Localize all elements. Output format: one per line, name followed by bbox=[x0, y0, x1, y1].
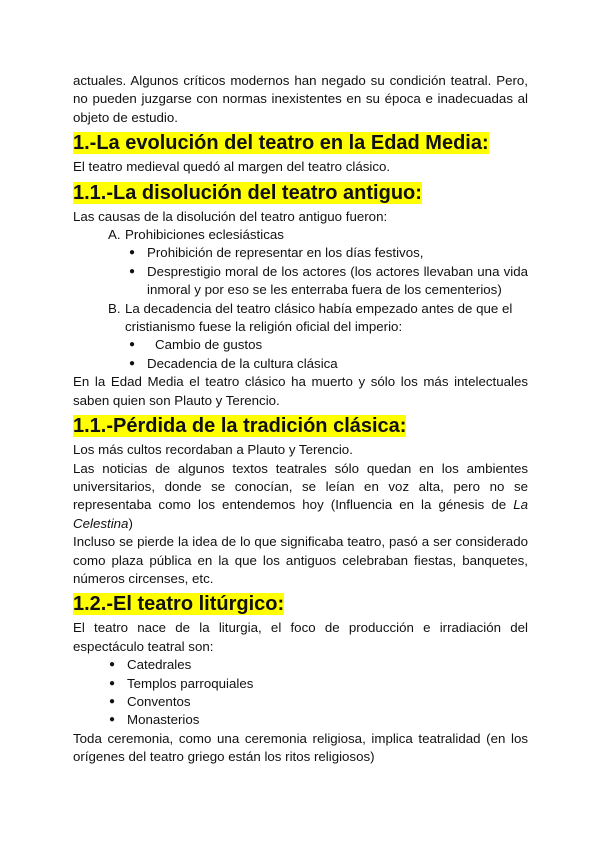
list-item: ● Conventos bbox=[109, 693, 528, 711]
section-1-2-closing: Toda ceremonia, como una ceremonia religiosa, implica teatralidad (en los orígenes del teatro griego están los ritos religiosos) bbox=[73, 730, 528, 765]
section-1-heading: 1.-La evolución del teatro en la Edad Media: bbox=[73, 132, 489, 155]
list-item: ● Templos parroquiales bbox=[109, 675, 528, 693]
section-1-1-lead: Las causas de la disolución del teatro antiguo fueron: bbox=[73, 208, 388, 224]
section-1-2-heading: 1.2.-El teatro litúrgico: bbox=[73, 593, 285, 616]
document-page bbox=[73, 72, 528, 767]
bullet-icon: ● bbox=[109, 659, 116, 671]
section-1-1-closing: En la Edad Media el teatro clásico ha muerto y sólo los más intelectuales saben quien son Plauto y Terencio. bbox=[73, 374, 528, 408]
section-1-1b-p1: Los más cultos recordaban a Plauto y Terencio. bbox=[73, 442, 353, 458]
section-1-1b-heading: 1.1.-Pérdida de la tradición clásica: bbox=[73, 415, 407, 438]
bullet-icon: ● bbox=[109, 714, 116, 726]
list-item: ● Prohibición de representar en los días festivos, bbox=[129, 244, 528, 262]
list-item: ● Decadencia de la cultura clásica bbox=[129, 355, 528, 373]
cause-item-b bbox=[109, 300, 528, 337]
section-1-1b-p2: Las noticias de algunos textos teatrales sólo quedan en los ambientes universitarios, donde se conocían, se leían en voz alta, pero no se representaba como los entendemos hoy (Influencia en la génesis de La Celestina) bbox=[73, 460, 528, 531]
section-1-1b-p3: Incluso se pierde la idea de lo que significaba teatro, pasó a ser considerado como plaza pública en la que los antiguos celebraban fiestas, banquetes, números circenses, etc. bbox=[73, 534, 528, 586]
list-item: ● Monasterios bbox=[109, 711, 528, 729]
list-item: ● Cambio de gustos bbox=[129, 336, 528, 354]
bullet-icon: ● bbox=[129, 247, 136, 259]
bullet-icon: ● bbox=[109, 695, 116, 707]
cause-item-a bbox=[109, 226, 528, 244]
bullet-icon: ● bbox=[129, 339, 136, 351]
cause-marker: A. bbox=[108, 227, 121, 243]
list-item: ● Desprestigio moral de los actores (los actores llevaban una vida inmoral y por eso se les enterraba fuera de los cementerios) bbox=[129, 263, 528, 298]
cause-text: La decadencia del teatro clásico había empezado antes de que el cristianismo fuese la religión oficial del imperio: bbox=[125, 300, 513, 335]
causes-list-b bbox=[73, 300, 528, 337]
places-list bbox=[73, 656, 528, 730]
causes-list bbox=[73, 226, 528, 244]
bullet-icon: ● bbox=[109, 677, 116, 689]
bullet-icon: ● bbox=[129, 265, 136, 277]
section-1-1-heading: 1.1.-La disolución del teatro antiguo: bbox=[73, 181, 422, 204]
cause-a-bullets bbox=[73, 244, 528, 299]
book-title: La Celestina bbox=[73, 497, 528, 531]
cause-text: Prohibiciones eclesiásticas bbox=[125, 227, 284, 243]
section-1-2-lead: El teatro nace de la liturgia, el foco de producción e irradiación del espectáculo teatral son: bbox=[73, 620, 528, 654]
section-1-text: El teatro medieval quedó al margen del teatro clásico. bbox=[73, 159, 391, 175]
list-item: ● Catedrales bbox=[109, 656, 528, 674]
intro-paragraph: actuales. Algunos críticos modernos han negado su condición teatral. Pero, no pueden juzgarse con normas inexistentes en su época e inadecuadas al objeto de estudio. bbox=[73, 73, 528, 125]
cause-marker: B. bbox=[108, 300, 121, 316]
cause-b-bullets bbox=[73, 336, 528, 373]
bullet-icon: ● bbox=[129, 357, 136, 369]
